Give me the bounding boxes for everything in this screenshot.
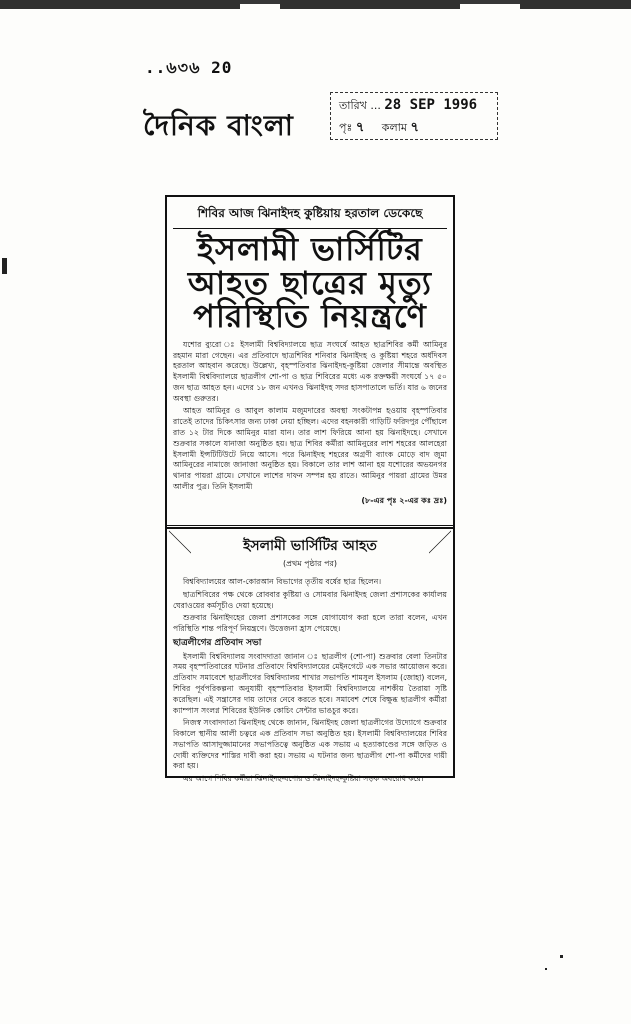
continuation-note: (৮-এর পৃঃ ২-এর কঃ দ্রঃ) bbox=[361, 495, 447, 505]
stamp-page-value: ৭ bbox=[355, 120, 365, 135]
continuation-paragraph: ছাত্রশিবিরের পক্ষ থেকে রোববার কুষ্টিয়া ও সোমবার ঝিনাইদহ জেলা প্রশাসকের কার্যালয় ঘেরাওয়ের কর্মসূচীও দেয়া হয়েছে। bbox=[173, 589, 447, 610]
stamp-date-label: তারিখ ... bbox=[339, 99, 381, 112]
stamp-column-value: ৭ bbox=[410, 120, 419, 135]
headline-line: আহত ছাত্রের মৃত্যু bbox=[187, 263, 433, 302]
article-paragraph: আহত আমিনুর ও আবুল কালাম মজুমদারের অবস্থা সংকটাপন্ন হওয়ায় বৃহস্পতিবার রাতেই তাদের চিকিৎসার জন্য ঢাকা নেয়া হচ্ছিল। এদের বহনকারী গাড়িটি ফরিদপুর পৌঁছালে রাত ১২ টার দিকে আমিনুর মারা যান। তার লাশ ফিরিয়ে আনা হয় ঝিনাইদহে। সেখানে শুক্রবার সকালে যানাজা অনুষ্ঠিত হয়। ছাত্র শিবির কর্মীরা আমিনুরের লাশ শহরের আলহেরা ইসলামী ইন্সটিটিউটে নিয়ে আসে। পরে ঝিনাইদহ শহরের অগ্রণী ব্যাংক মোড়ে বাদ জুমা আমিনুরের নামাজে জানাজা অনুষ্ঠিত হয়। বিকালে তার লাশ আনা হয় যশোরের অভয়নগর থানার পায়রা গ্রামে। সেখানে লাশের দাফন সম্পন্ন হয় রাতে। আমিনুর পায়রা গ্রামের উমর আলীর পুত্র। তিনি ইসলামী bbox=[173, 406, 447, 491]
continuation-paragraph: শুক্রবার ঝিনাইদহের জেলা প্রশাসকের সঙ্গে যোগাযোগ করা হলে তারা বলেন, এখন পরিস্থিতি শান্ত পরিপূর্ণ নিয়ন্ত্রণে। উত্তেজনা হ্রাস পেয়েছে। bbox=[173, 613, 447, 634]
corner-mark-right bbox=[429, 530, 451, 554]
continuation-subtitle: (প্রথম পৃষ্ঠার পর) bbox=[282, 559, 338, 568]
news-article bbox=[165, 195, 453, 784]
scan-speck bbox=[2, 258, 7, 274]
continuation-title: ইসলামী ভার্সিটির আহত bbox=[243, 538, 377, 554]
headline-line: পরিস্থিতি নিয়ন্ত্রণে bbox=[193, 297, 427, 336]
continuation-body bbox=[173, 577, 447, 785]
section-paragraph: এর আগে শিবির কর্মীরা ঝিনাইদহ-যশোর ও ঝিনাইদহ-কুষ্টিয়া সড়ক অবরোধ করে। bbox=[183, 774, 424, 784]
newspaper-name: দৈনিক বাংলা bbox=[143, 109, 294, 142]
continuation-paragraph: বিশ্ববিদ্যালয়ের আল-কোরআন বিভাগের তৃতীয় বর্ষের ছাত্র ছিলেন। bbox=[183, 577, 382, 586]
section-paragraph: নিজস্ব সংবাদদাতা ঝিনাইদহ থেকে জানান, ঝিনাইদহ জেলা ছাত্রলীগের উদ্যোগে শুক্রবার বিকালে স্থানীয় আলী চত্বরে এক প্রতিবাদ সভা অনুষ্ঠিত হয়। ইসলামী বিশ্ববিদ্যালয়ের শিবির সভাপতি আসাদুজ্জামানের সভাপতিত্বে অনুষ্ঠিত এক সভায় এ হত্যাকাণ্ডের সঙ্গে জড়িত ও দোষী ব্যক্তিদের শাস্তির দাবী করা হয়। সভায় এ ঘটনার জন্য ছাত্রলীগ শো-পা কর্মীদের দায়ী করা হয়। bbox=[173, 718, 447, 771]
article-kicker: শিবির আজ ঝিনাইদহ কুষ্টিয়ায় হরতাল ডেকেছে bbox=[173, 205, 447, 229]
stamp-date-value: 28 SEP 1996 bbox=[384, 97, 478, 113]
stamp-page-label: পৃঃ bbox=[339, 121, 353, 134]
article-continuation-box bbox=[165, 525, 455, 784]
date-stamp bbox=[330, 92, 498, 140]
clipping-code: ..৬৩৬ 20 bbox=[145, 58, 233, 77]
scan-speck bbox=[545, 968, 547, 970]
article-headline bbox=[173, 230, 447, 336]
section-paragraph: ইসলামী বিশ্ববিদ্যালয় সংবাদদাতা জানান ঃ ছাত্রলীগ (শো-পা) শুক্রবার বেলা তিনটার সময় বৃহস্পতিবারের ঘটনার প্রতিবাদে বিশ্ববিদ্যালয়ের মেইনগেটে এক সভার আয়োজন করে। প্রতিবাদ সমাবেশে ছাত্রলীগের বিশ্ববিদ্যালয় শাখার সভাপতি শামসুল ইসলাম (জোহা) বলেন, শিবির পূর্বপরিকল্পনা অনুযায়ী বৃহস্পতিবার ইসলামী বিশ্ববিদ্যালয়ে নাশকীয় তৈরায়া সৃষ্টি করেছিল। এই সন্ত্রাসের দায় তাদের নেবে করতে হবে। সমাবেশ শেষে বিক্ষুব্ধ ছাত্রলীগ কর্মীরা ক্যাম্পাস সংলগ্ন শিবিরের ইউনিক কোচিং সেন্টার ভাঙচুর করে। bbox=[173, 651, 447, 715]
section-heading: ছাত্রলীগের প্রতিবাদ সভা bbox=[173, 637, 262, 648]
stamp-column-label: কলাম bbox=[381, 121, 407, 134]
article-paragraph: যশোর ব্যুরো ঃ ইসলামী বিশ্ববিদ্যালয়ে ছাত্র সংঘর্ষে আহত ছাত্রশিবির কর্মী আমিনুর রহমান মারা গেছেন। এর প্রতিবাদে ছাত্রশিবির শনিবার ঝিনাইদহ ও কুষ্টিয়া শহরে অর্ধদিবস হরতাল আহবান করেছে। উল্লেখ্য, বৃহস্পতিবার ঝিনাইদহ-কুষ্টিয়া জেলার সীমান্তে অবস্থিত ইসলামী বিশ্ববিদ্যালয়ে ছাত্রলীগ শো-পা ও ছাত্র শিবিরের মধ্যে এক রক্তক্ষয়ী সংঘর্ষে ১৭ ৫০ জন ছাত্র আহত হন। এদের ১৮ জন এখনও ঝিনাইদহ সদর হাসপাতালে ভর্তি। যার ৬ জনের অবস্থা গুরুতর। bbox=[173, 339, 447, 403]
article-body bbox=[173, 340, 447, 506]
headline-line: ইসলামী ভার্সিটির bbox=[197, 230, 423, 268]
scan-top-border bbox=[0, 0, 631, 12]
article-main-box bbox=[165, 195, 455, 529]
corner-mark-left bbox=[169, 530, 191, 554]
scan-speck bbox=[560, 955, 563, 958]
